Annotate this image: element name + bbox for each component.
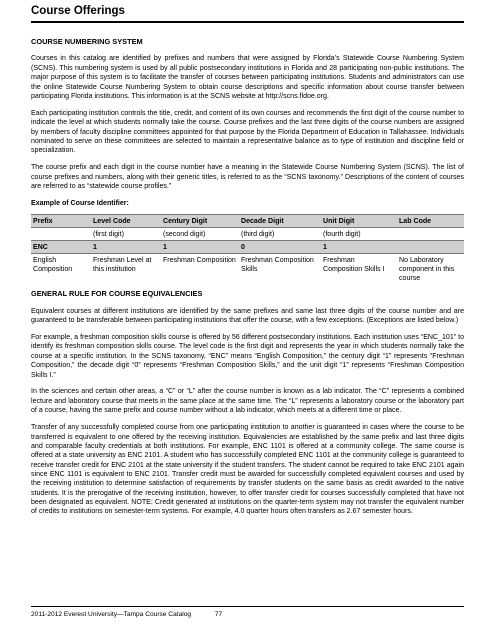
- footer-catalog-title: 2011-2012 Everest University—Tampa Course Catalog: [31, 611, 192, 618]
- table-cell: Freshman Composition Skills: [241, 256, 314, 273]
- table-cell: Freshman Level at this institution: [93, 256, 152, 273]
- table-header-cell: Level Code: [91, 215, 161, 228]
- table-description-row: [31, 254, 464, 285]
- table-subheader-row: [31, 228, 464, 241]
- table-cell: No Laboratory component in this course: [399, 256, 455, 282]
- table-cell: (third digit): [241, 230, 275, 238]
- page-number: 77: [214, 611, 223, 618]
- footer-divider: [31, 606, 464, 607]
- table-cell: (second digit): [163, 230, 206, 238]
- table-header-cell: Lab Code: [397, 215, 464, 228]
- page-footer: [31, 611, 222, 618]
- paragraph: Transfer of any successfully completed course from one participating institution to another is guaranteed in cases where the course to be transferred is equivalent to one offered by the receiving institution. Equivalencies are established by the same prefix and last three digits and comparable faculty credentials at both institutions. For example, ENC 1101 is offered at a community college. The same course is offered at a state university as ENC 2101. A student who has successfully completed ENC 1101 at the community college is guaranteed to receive transfer credit for ENC 2101 at the state university if the student transfers. The student cannot be required to take ENC 2101 again since ENC 1101 is equivalent to ENC 2101. Transfer credit must be awarded for successfully completed equivalent courses and used by the receiving institution to determine satisfaction of requirements by transfer students on the same basis as credit awarded to the native students. It is the prerogative of the receiving institution, however, to offer transfer credit for courses successfully completed that have not been designated as equivalent. NOTE: Credit generated at institutions on the quarter-term system may not transfer the equivalent number of credits to institutions on semester-term systems. For example, 4.0 quarter hours often transfers as 2.67 semester hours.: [31, 424, 464, 516]
- table-cell: [397, 228, 464, 241]
- table-cell: [397, 241, 464, 254]
- table-cell: Freshman Composition Skills I: [323, 256, 385, 273]
- table-example-row: [31, 241, 464, 254]
- paragraph: Equivalent courses at different institutions are identified by the same prefixes and same last three digits of the course number and are guaranteed to be transferable between participating institutions that offer the course, with a few exceptions. (Exceptions are listed below.): [31, 307, 464, 325]
- paragraph: In the sciences and certain other areas, a “C” or “L” after the course number is known as a lab indicator. The “C” represents a combined lecture and laboratory course that meets in the same place at the same time. The “L” represents a laboratory course or the laboratory part of a course, having the same prefix and course number without a lab indicator, which meets at a different time or place.: [31, 388, 464, 415]
- table-cell: 1: [321, 241, 397, 254]
- table-header-row: [31, 215, 464, 228]
- main-content: [31, 37, 464, 524]
- table-cell: 0: [239, 241, 321, 254]
- table-header-cell: Unit Digit: [321, 215, 397, 228]
- table-header-cell: Decade Digit: [239, 215, 321, 228]
- paragraph: Courses in this catalog are identified by prefixes and numbers that were assigned by Florida’s Statewide Course Numbering System (SCNS). This numbering system is used by all public postsecondary institutions in Florida and 28 participating non-public institutions. The major purpose of this system is to facilitate the transfer of courses between participating institutions. Students and administrators can use the online Statewide Course Numbering System to obtain course descriptions and specific information about course transfer between participating Florida institutions. This information is at the SCNS website at http://scns.fldoe.org.: [31, 55, 464, 100]
- paragraph: The course prefix and each digit in the course number have a meaning in the Statewide Course Numbering System (SCNS). The list of course prefixes and numbers, along with their generic titles, is referred to as the “SCNS taxonomy.” Descriptions of the content of courses are referred to as “statewide course profiles.”: [31, 164, 464, 190]
- section-heading-numbering: COURSE NUMBERING SYSTEM: [31, 37, 143, 46]
- page-title: Course Offerings: [31, 5, 125, 17]
- table-header-cell: Century Digit: [161, 215, 239, 228]
- table-cell: (first digit): [93, 230, 124, 238]
- table-cell: English Composition: [33, 256, 73, 273]
- section-heading-equivalencies: GENERAL RULE FOR COURSE EQUIVALENCIES: [31, 289, 203, 299]
- table-cell: (fourth digit): [323, 230, 361, 238]
- course-identifier-table: [31, 214, 464, 284]
- table-cell: 1: [161, 241, 239, 254]
- example-label: Example of Course Identifier:: [31, 199, 129, 207]
- table-cell: ENC: [31, 241, 91, 254]
- title-divider: [31, 21, 464, 23]
- table-cell: [31, 228, 91, 241]
- paragraph: For example, a freshman composition skills course is offered by 56 different postsecondary institutions. Each institution uses “ENC_101” to identify its freshman composition skills course. The level code is the first digit and represents the year in which students normally take the course at a specific institution. In the SCNS taxonomy, “ENC” means “English Composition,” the century digit “1” represents “Freshman Composition,” the decade digit “0” represents “Freshman Composition Skills,” and the unit digit “1” represents “Freshman Composition Skills I.”: [31, 334, 464, 379]
- table-header-cell: Prefix: [31, 215, 91, 228]
- paragraph: Each participating institution controls the title, credit, and content of its own courses and recommends the first digit of the course number to indicate the level at which students normally take the course. Course prefixes and the last three digits of the course numbers are assigned by members of faculty discipline committees appointed for that purpose by the Florida Department of Education in Tallahassee. Individuals nominated to serve on these committees are selected to maintain a representative balance as to type of institution and discipline field or specialization.: [31, 109, 464, 155]
- table-cell: Freshman Composition: [163, 256, 236, 264]
- table-cell: 1: [91, 241, 161, 254]
